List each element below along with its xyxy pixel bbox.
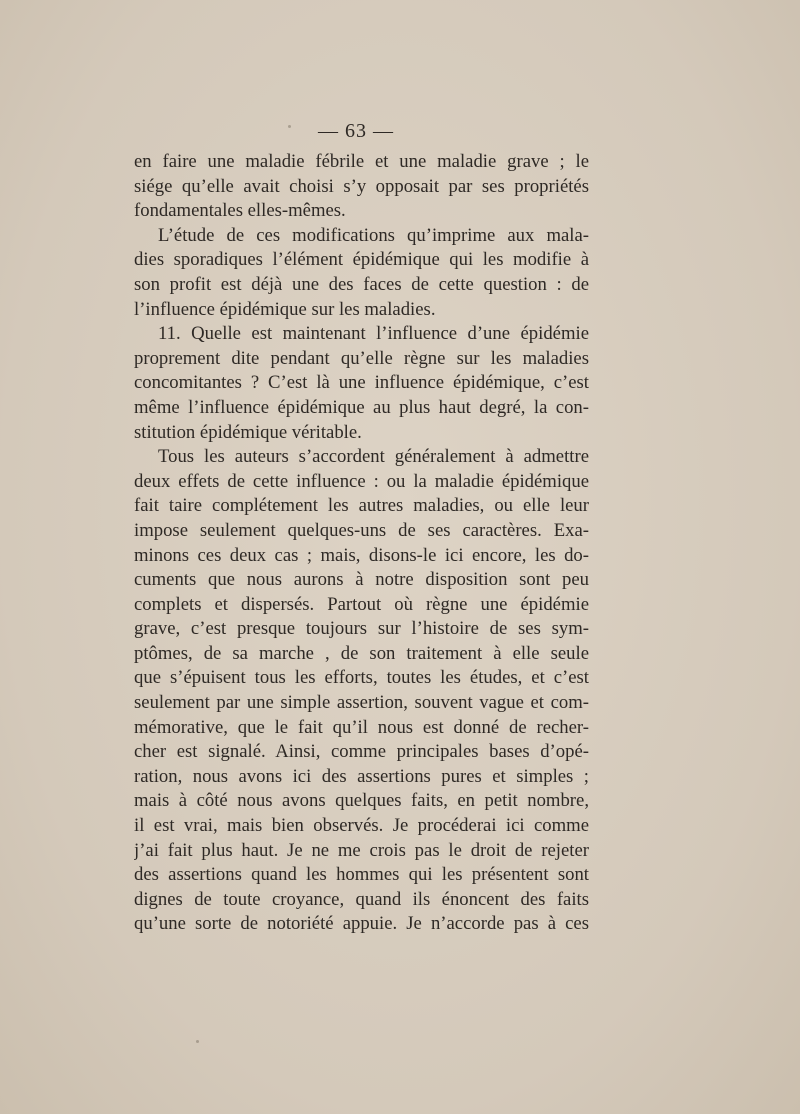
- text-line: seulement par une simple assertion, souvent vague et com-: [134, 692, 589, 714]
- text-line: siége qu’elle avait choisi s’y opposait par ses propriétés: [134, 175, 589, 197]
- text-line: qu’une sorte de notoriété appuie. Je n’accorde pas à ces: [134, 913, 589, 935]
- text-line: mémorative, que le fait qu’il nous est donné de recher-: [134, 716, 589, 738]
- text-line: j’ai fait plus haut. Je ne me crois pas le droit de rejeter: [134, 839, 589, 861]
- text-line: fondamentales elles-mêmes.: [134, 200, 346, 222]
- text-line: fait taire complétement les autres maladies, ou elle leur: [134, 495, 589, 517]
- text-line: ration, nous avons ici des assertions pures et simples ;: [134, 765, 589, 787]
- text-line: mais à côté nous avons quelques faits, en petit nombre,: [134, 790, 589, 812]
- body-text: [134, 150, 589, 937]
- text-line: concomitantes ? C’est là une influence épidémique, c’est: [134, 372, 589, 394]
- paper-speck: [288, 125, 291, 128]
- text-line: des assertions quand les hommes qui les présentent sont: [134, 864, 589, 886]
- text-line: impose seulement quelques-uns de ses caractères. Exa-: [134, 519, 589, 541]
- text-line: Tous les auteurs s’accordent généralement à admettre: [158, 446, 589, 468]
- text-line: même l’influence épidémique au plus haut degré, la con-: [134, 396, 589, 418]
- text-line: cuments que nous aurons à notre disposition sont peu: [134, 569, 589, 591]
- text-line: en faire une maladie fébrile et une maladie grave ; le: [134, 151, 589, 172]
- text-line: minons ces deux cas ; mais, disons-le ici encore, les do-: [134, 544, 589, 566]
- text-line: que s’épuisent tous les efforts, toutes les études, et c’est: [134, 667, 589, 689]
- text-line: il est vrai, mais bien observés. Je procéderai ici comme: [134, 815, 589, 837]
- page-number: — 63 —: [318, 120, 394, 142]
- text-line: proprement dite pendant qu’elle règne sur les maladies: [134, 347, 589, 369]
- text-line: ptômes, de sa marche , de son traitement à elle seule: [134, 642, 589, 664]
- text-line: deux effets de cette influence : ou la maladie épidémique: [134, 470, 589, 492]
- paper-speck: [196, 1040, 199, 1043]
- text-line: stitution épidémique véritable.: [134, 421, 362, 443]
- text-line: complets et dispersés. Partout où règne une épidémie: [134, 593, 589, 615]
- text-line: dignes de toute croyance, quand ils énoncent des faits: [134, 888, 589, 910]
- text-line: grave, c’est presque toujours sur l’histoire de ses sym-: [134, 618, 589, 640]
- text-line: 11. Quelle est maintenant l’influence d’une épidémie: [158, 323, 589, 345]
- text-line: l’influence épidémique sur les maladies.: [134, 298, 436, 320]
- text-line: son profit est déjà une des faces de cette question : de: [134, 273, 589, 295]
- text-line: cher est signalé. Ainsi, comme principales bases d’opé-: [134, 741, 589, 763]
- text-line: L’étude de ces modifications qu’imprime aux mala-: [158, 224, 589, 246]
- text-line: dies sporadiques l’élément épidémique qui les modifie à: [134, 249, 589, 271]
